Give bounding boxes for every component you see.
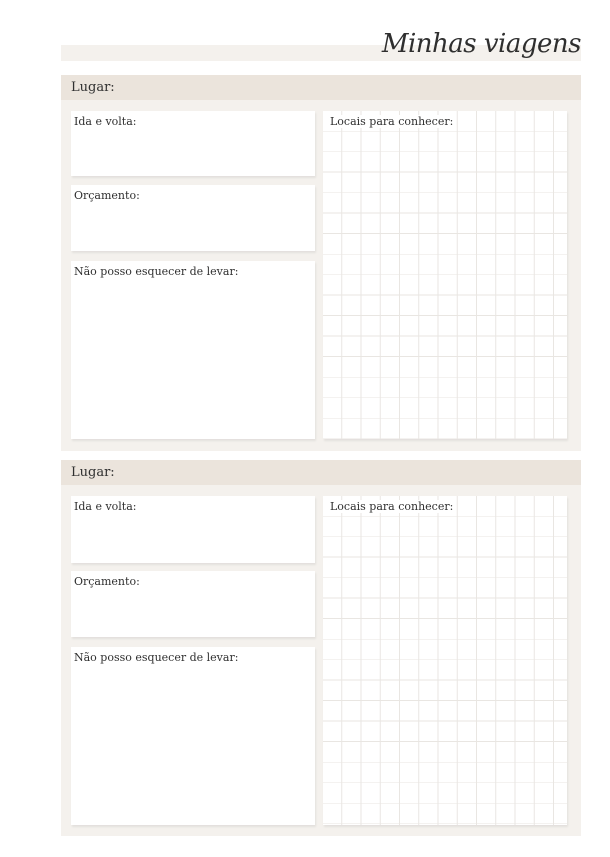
round-trip-field[interactable] (71, 111, 315, 176)
dont-forget-field[interactable] (71, 647, 315, 825)
places-to-visit-label: Locais para conhecer: (330, 500, 454, 513)
trip-section-2 (61, 460, 581, 836)
budget-field[interactable] (71, 185, 315, 251)
round-trip-label: Ida e volta: (74, 500, 137, 513)
round-trip-label: Ida e volta: (74, 115, 137, 128)
place-label: Lugar: (71, 80, 115, 95)
budget-label: Orçamento: (74, 575, 140, 588)
budget-field[interactable] (71, 571, 315, 637)
place-label: Lugar: (71, 465, 115, 480)
places-to-visit-label: Locais para conhecer: (330, 115, 454, 128)
dont-forget-label: Não posso esquecer de levar: (74, 265, 239, 278)
dont-forget-field[interactable] (71, 261, 315, 439)
places-to-visit-grid[interactable] (323, 496, 567, 825)
round-trip-field[interactable] (71, 496, 315, 563)
place-header (61, 460, 581, 485)
budget-label: Orçamento: (74, 189, 140, 202)
places-to-visit-grid[interactable] (323, 111, 567, 439)
dont-forget-label: Não posso esquecer de levar: (74, 651, 239, 664)
place-header (61, 75, 581, 100)
page-title: Minhas viagens (381, 29, 581, 59)
trip-section-1 (61, 75, 581, 451)
